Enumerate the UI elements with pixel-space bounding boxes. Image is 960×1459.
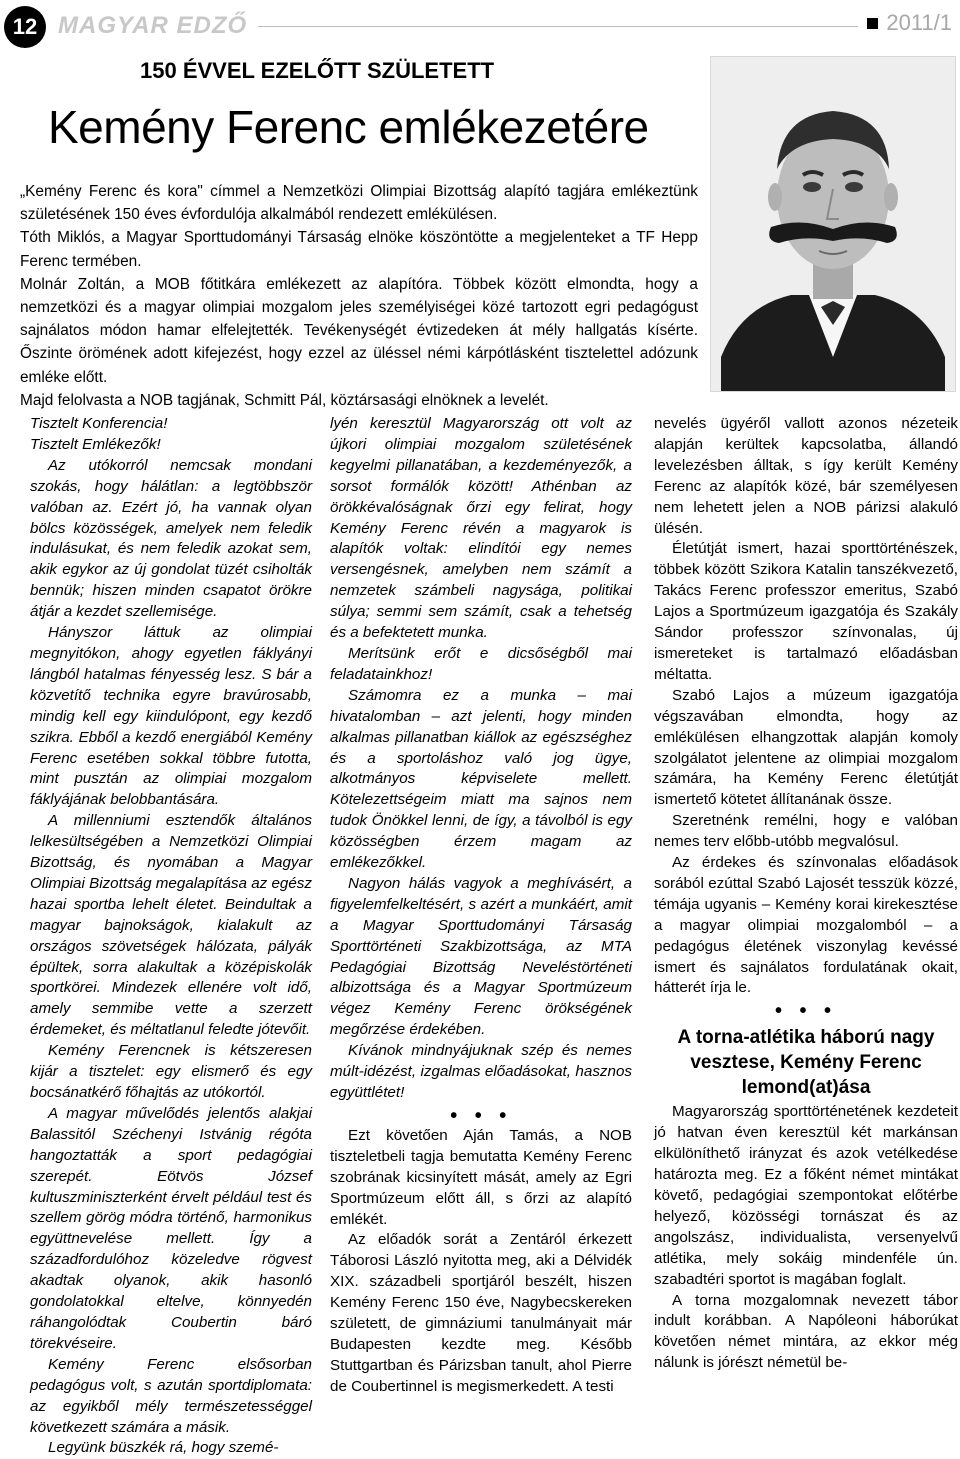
body-paragraph: Hányszor láttuk az olimpiai megnyitókon, ahogy egyetlen fáklyányi lángból hatalmas fényesség lesz. S bár a közvetítő technika egyre bravúrosabb, mindig kell egy kiindulópont, egy kezdő szikra. Ebből a kezdő energiából Kemény Ferenc esetében sokkal többre futotta, mint pusztán az olimpiai mozgalom fáklyájának belobbantására. (30, 624, 312, 809)
salutation: Tisztelt Emlékezők! (30, 435, 161, 453)
square-bullet-icon (867, 18, 878, 29)
lead-paragraph: Majd felolvasta a NOB tagjának, Schmitt Pál, köztársasági elnöknek a levelét. (20, 391, 549, 409)
lead-paragraph: „Kemény Ferenc és kora" címmel a Nemzetközi Olimpiai Bizottság alapító tagjára emlékeztünk születésének 150 éves évfordulója alkalmából rendezett emlékülésen. (20, 183, 698, 224)
body-paragraph: Szeretnénk remélni, hogy e valóban nemes terv előbb-utóbb megvalósul. (654, 812, 958, 851)
body-paragraph: Az utókorról nemcsak mondani szokás, hogy hálátlan: a legtöbbször valóban az. Ezért jó, ha vannak olyan bölcs közösségek, amelyek nem feledik indulásukat, és nem feledik azokat sem, akik egykor az új gondolat tüzét csiholták bennük; hiszen minden csapatot örökre átjár a kezdet szellemisége. (30, 456, 312, 621)
body-paragraph: Szabó Lajos a múzeum igazgatója végszavában elmondta, hogy az emlékülésen elhangzottak alapján komoly szolgálatot jelentene az olimpiai mozgalom számára, ha Kemény Ferenc életútját ismertető kötetet állítanának össze. (654, 686, 958, 809)
body-column-1 (30, 414, 312, 1459)
issue-label (867, 10, 952, 36)
issue-number: 2011/1 (886, 10, 952, 35)
lead-paragraph: Molnár Zoltán, a MOB főtitkára emlékezett az alapítóra. Többek között elmondta, hogy a nemzetközi és a magyar olimpiai mozgalom jeles személyiségei közé tartozott egri pedagógust sajnálatos módon hamar elfelejtették. Tevékenységét évtizedeken át mély hallgatás kísérte. Őszinte örömének adott kifejezést, hogy ezzel az üléssel némi kárpótlásként tisztelettel adózunk emléke előtt. (20, 275, 698, 386)
article-lead (20, 180, 698, 412)
portrait-illustration (711, 57, 955, 391)
body-paragraph: Legyünk büszkék rá, hogy szemé- (48, 1439, 279, 1457)
body-paragraph: Ezt követően Aján Tamás, a NOB tiszteletbeli tagja bemutatta Kemény Ferenc szobrának kicsinyített mását, amely az Egri Sportmúzeum előtt áll, s őrzi az alapító emlékét. (330, 1126, 632, 1228)
body-paragraph: Kívánok mindnyájuknak szép és nemes múlt-idézést, izgalmas előadásokat, hasznos együttlétet! (330, 1042, 632, 1101)
page-number-badge: 12 (4, 6, 46, 48)
section-separator: • • • (774, 1000, 838, 1023)
portrait-photo (710, 56, 956, 392)
article-title: Kemény Ferenc emlékezetére (48, 101, 649, 153)
article-kicker: 150 ÉVVEL EZELŐTT SZÜLETETT (140, 58, 495, 83)
body-paragraph: Merítsünk erőt e dicsőségből mai feladatainkhoz! (330, 644, 632, 683)
body-paragraph: Magyarország sporttörténetének kezdeteit jó hatvan éven keresztül két markánsan elkülöníthető irányzat és azok vetélkedése határozta meg. Ez a főként német mintákat követő, pedagógiai szempontokat előtérbe helyező, közösségi tornászat és az angolszász, individualista, versenyelvű atlétika, mely sokáig mindenféle ún. szabadtéri sportot is magában foglalt. (654, 1103, 958, 1288)
body-paragraph: A magyar művelődés jelentős alakjai Balassitól Széchenyi Istvánig régóta hangoztatták a sport pedagógiai szerepét. Eötvös József kultuszminiszterként érvelt például test és szellem görög módra történő, harmonikus együttnevelése mellett. Így a századfordulóhoz közeledve rögvest akadtak olyanok, akik hasonló gondolatokkal eltelve, könnyedén ráhangolódtak Coubertin báró törekvéseire. (30, 1104, 312, 1352)
body-paragraph: A torna mozgalomnak nevezett tábor indult korábban. A Napóleoni háborúkat követően német mintára, az ekkor még nálunk is jórészt németül be- (654, 1291, 958, 1372)
body-paragraph: Számomra ez a munka – mai hivatalomban – azt jelenti, hogy minden alkalmas pillanatban kiállok az egészséghez és a sportoláshoz való jog ügye, alkotmányos képviselete mellett. Kötelezettségeim miatt ma sajnos nem tudok Önökkel lenni, de így, a távolból is egy közösségben érzem magam az emlékezőkkel. (330, 686, 632, 872)
body-paragraph: A millenniumi esztendők általános lelkesültségében a Nemzetközi Olimpiai Bizottság, és nyomában a Magyar Olimpiai Bizottság megalapítása az egész hazai sportba lehelt életet. Beindultak a magyar bajnokságok, kialakult az országos szövetségek hálózata, pályák épültek, sorra alakultak a középiskolák sportkörei. Mindezek ellenére volt idő, amely semmibe vette a szerzett érdemeket, és méltatlanul feledte jótevőit. (30, 812, 312, 1039)
body-column-3 (654, 414, 958, 1374)
page-header (0, 0, 960, 52)
section-subheading: A torna-atlétika háború nagy vesztese, Kemény Ferenc lemond(at)ása (677, 1027, 935, 1099)
lead-paragraph: Tóth Miklós, a Magyar Sporttudományi Társaság elnöke köszöntötte a megjelenteket a TF Hepp Ferenc termében. (20, 229, 698, 270)
header-rule (258, 26, 858, 27)
magazine-title: MAGYAR EDZŐ (58, 12, 248, 39)
section-separator: • • • (449, 1104, 513, 1127)
body-paragraph: nevelés ügyéről vallott azonos nézeteik alapján kerültek kapcsolatba, állandó levelezésben álltak, s így került Kemény Ferenc az alapítók közé, bár személyesen nem lehetett jelen a NOB párizsi alakuló ülésén. (654, 415, 958, 537)
body-paragraph: Az előadók sorát a Zentáról érkezett Táborosi László nyitotta meg, aki a Délvidék XIX. századbeli sportjáról beszélt, hiszen Kemény Ferenc 150 éve, Nagybecskereken született, de gimnáziumi tanulmányait már Budapesten kezdte meg. Később Stuttgartban és Párizsban tanult, ahol Pierre de Coubertinnel is megismerkedett. A testi (330, 1231, 632, 1395)
body-paragraph: Kemény Ferenc elsősorban pedagógus volt, s azután sportdiplomata: az egyikből mély természetességgel következett számára a másik. (30, 1355, 312, 1436)
body-paragraph: Életútját ismert, hazai sporttörténészek, többek között Szikora Katalin tanszékvezető, Takács Ferenc professzor emeritus, Szabó Lajos a Sportmúzeum igazgatója és Szakály Sándor professzor színvonalas, új ismereteket is tartalmazó előadásban méltatta. (654, 540, 958, 683)
body-column-2 (330, 414, 632, 1398)
body-paragraph: lyén keresztül Magyarország ott volt az újkori olimpiai mozgalom születésének kegyelmi pillanatában, a kezdeményezők, a sorsot formálók között! Athénban az örökkévalóságnak őrzi egy felirat, hogy Kemény Ferenc révén a magyarok is alapítók voltak: elindítói egy nemes versengésnek, amelyben nem számít a nemzetek számbeli nagysága, politikai súlya; semmi sem számít, csak a tehetség és a befektetett munka. (330, 415, 632, 642)
body-paragraph: Kemény Ferencnek is kétszeresen kijár a tisztelet: egy elismerő és egy bocsánatkérő főhajtás az utókortól. (30, 1042, 312, 1101)
body-paragraph: Az érdekes és színvonalas előadások sorából ezúttal Szabó Lajosét tesszük közzé, témája ugyanis – Kemény korai kirekesztése a magyar olimpiai mozgalomból – a pedagógus életének viszonylag kevéssé ismert és sajnálatos fordulatának okait, hátterét írja le. (654, 854, 958, 997)
salutation: Tisztelt Konferencia! (30, 415, 168, 432)
body-paragraph: Nagyon hálás vagyok a meghívásért, a figyelemfelkeltésért, s azért a munkáért, amit a Magyar Sporttudományi Társaság Sporttörténeti Szakbizottsága, az MTA Pedagógiai Bizottság Neveléstörténeti albizottsága és a Magyar Sportmúzeum végez Kemény Ferenc örökségének megőrzése érdekében. (330, 874, 632, 1039)
